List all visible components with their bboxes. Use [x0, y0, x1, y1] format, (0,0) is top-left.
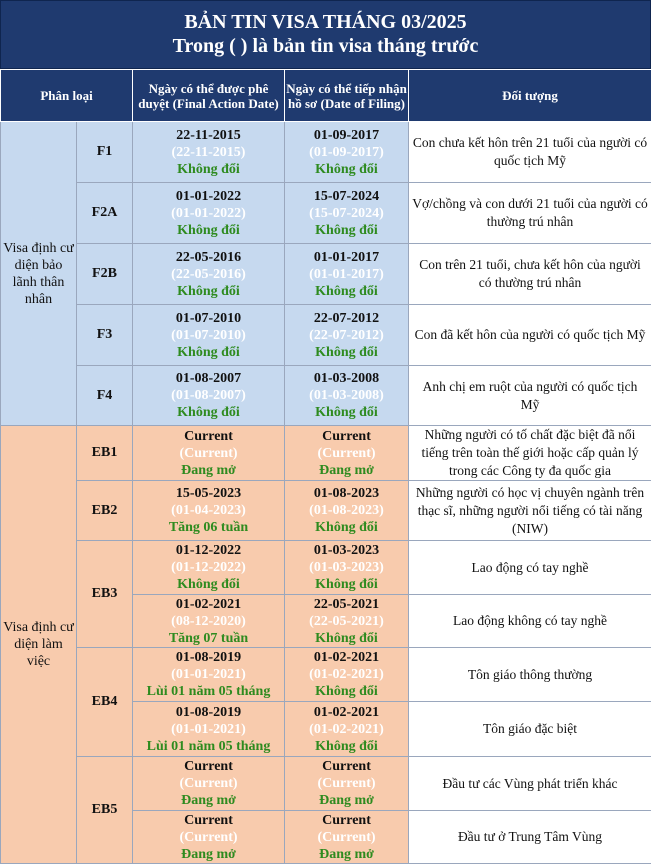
fa-change: Đang mở [133, 846, 284, 863]
df-previous-date: (01-01-2017) [285, 266, 408, 283]
table-row [1, 481, 651, 541]
df-previous-date: (22-07-2012) [285, 327, 408, 344]
df-change: Không đổi [285, 161, 408, 178]
visa-bulletin-table [0, 69, 651, 864]
df-cell [285, 122, 409, 183]
visa-code: F2A [77, 183, 133, 244]
fa-change: Không đổi [133, 576, 284, 593]
fa-cell [133, 244, 285, 305]
header-category: Phân loại [1, 70, 133, 122]
header-final-action-date: Ngày có thể được phê duyệt (Final Action Date) [133, 70, 285, 122]
fa-previous-date: (22-11-2015) [133, 144, 284, 161]
df-change: Không đổi [285, 738, 408, 755]
fa-change: Không đổi [133, 404, 284, 421]
fa-previous-date: (22-05-2016) [133, 266, 284, 283]
df-date: Current [285, 758, 408, 775]
df-cell [285, 366, 409, 426]
fa-change: Tăng 07 tuần [133, 630, 284, 647]
fa-date: 01-07-2010 [133, 310, 284, 327]
df-previous-date: (Current) [285, 829, 408, 846]
fa-previous-date: (01-07-2010) [133, 327, 284, 344]
bulletin-title [0, 0, 651, 69]
fa-cell [133, 366, 285, 426]
fa-cell [133, 122, 285, 183]
df-change: Đang mở [285, 462, 408, 479]
fa-previous-date: (01-01-2021) [133, 666, 284, 683]
fa-cell [133, 595, 285, 648]
visa-code: EB4 [77, 648, 133, 757]
subject-description: Đầu tư ở Trung Tâm Vùng [409, 811, 651, 864]
fa-previous-date: (01-12-2022) [133, 559, 284, 576]
df-date: 01-03-2023 [285, 542, 408, 559]
df-cell [285, 305, 409, 366]
fa-change: Tăng 06 tuần [133, 519, 284, 536]
table-row [1, 426, 651, 481]
fa-change: Đang mở [133, 462, 284, 479]
fa-change: Không đổi [133, 161, 284, 178]
fa-date: 01-08-2007 [133, 370, 284, 387]
fa-cell [133, 426, 285, 481]
subject-description: Vợ/chồng và con dưới 21 tuổi của người có thường trú nhân [409, 183, 651, 244]
df-date: 22-07-2012 [285, 310, 408, 327]
df-date: Current [285, 428, 408, 445]
df-cell [285, 541, 409, 595]
df-previous-date: (15-07-2024) [285, 205, 408, 222]
fa-change: Lùi 01 năm 05 tháng [133, 738, 284, 755]
df-previous-date: (01-03-2008) [285, 387, 408, 404]
header-row [1, 70, 651, 122]
df-cell [285, 811, 409, 864]
table-row [1, 244, 651, 305]
fa-previous-date: (08-12-2020) [133, 613, 284, 630]
df-change: Không đổi [285, 222, 408, 239]
group-label [1, 122, 77, 426]
table-row [1, 757, 651, 811]
df-change: Không đổi [285, 683, 408, 700]
df-date: 01-08-2023 [285, 485, 408, 502]
fa-change: Không đổi [133, 222, 284, 239]
table-row [1, 366, 651, 426]
fa-date: 01-02-2021 [133, 596, 284, 613]
fa-date: Current [133, 758, 284, 775]
fa-date: 01-01-2022 [133, 188, 284, 205]
visa-code: F1 [77, 122, 133, 183]
fa-previous-date: (01-04-2023) [133, 502, 284, 519]
visa-code: EB3 [77, 541, 133, 648]
df-cell [285, 595, 409, 648]
df-change: Đang mở [285, 846, 408, 863]
fa-cell [133, 305, 285, 366]
df-date: 01-09-2017 [285, 127, 408, 144]
df-previous-date: (Current) [285, 445, 408, 462]
fa-date: 22-05-2016 [133, 249, 284, 266]
df-date: 15-07-2024 [285, 188, 408, 205]
group-label-text: Visa định cư diện bảo lãnh thân nhân [1, 240, 76, 308]
fa-previous-date: (Current) [133, 829, 284, 846]
df-cell [285, 426, 409, 481]
fa-previous-date: (Current) [133, 445, 284, 462]
fa-cell [133, 811, 285, 864]
df-cell [285, 481, 409, 541]
df-cell [285, 702, 409, 757]
subject-description: Lao động không có tay nghề [409, 595, 651, 648]
df-change: Không đổi [285, 344, 408, 361]
df-date: 01-01-2017 [285, 249, 408, 266]
df-change: Không đổi [285, 519, 408, 536]
df-previous-date: (01-09-2017) [285, 144, 408, 161]
table-row [1, 648, 651, 702]
df-date: 01-03-2008 [285, 370, 408, 387]
df-previous-date: (01-02-2021) [285, 666, 408, 683]
df-date: 01-02-2021 [285, 649, 408, 666]
table-row [1, 122, 651, 183]
title-line-1: BẢN TIN VISA THÁNG 03/2025 [1, 1, 650, 34]
title-line-2: Trong ( ) là bản tin visa tháng trước [1, 34, 650, 58]
visa-code: F2B [77, 244, 133, 305]
fa-change: Không đổi [133, 344, 284, 361]
subject-description: Con trên 21 tuổi, chưa kết hôn của người có thường trú nhân [409, 244, 651, 305]
fa-date: 01-08-2019 [133, 649, 284, 666]
subject-description: Con đã kết hôn của người có quốc tịch Mỹ [409, 305, 651, 366]
subject-description: Những người có học vị chuyên ngành trên thạc sĩ, những người nổi tiếng có tài năng (NIW) [409, 481, 651, 541]
subject-description: Anh chị em ruột của người có quốc tịch Mỹ [409, 366, 651, 426]
fa-previous-date: (01-01-2022) [133, 205, 284, 222]
df-change: Không đổi [285, 576, 408, 593]
fa-date: 01-08-2019 [133, 704, 284, 721]
visa-code: F3 [77, 305, 133, 366]
visa-code: EB2 [77, 481, 133, 541]
df-change: Không đổi [285, 283, 408, 300]
fa-date: 01-12-2022 [133, 542, 284, 559]
group-label-text: Visa định cư diện làm việc [1, 619, 76, 670]
fa-previous-date: (Current) [133, 775, 284, 792]
fa-change: Lùi 01 năm 05 tháng [133, 683, 284, 700]
fa-previous-date: (01-01-2021) [133, 721, 284, 738]
df-cell [285, 183, 409, 244]
visa-code: F4 [77, 366, 133, 426]
df-change: Không đổi [285, 630, 408, 647]
fa-date: 15-05-2023 [133, 485, 284, 502]
df-previous-date: (22-05-2021) [285, 613, 408, 630]
df-change: Không đổi [285, 404, 408, 421]
subject-description: Con chưa kết hôn trên 21 tuổi của người có quốc tịch Mỹ [409, 122, 651, 183]
subject-description: Đầu tư các Vùng phát triển khác [409, 757, 651, 811]
df-cell [285, 757, 409, 811]
group-label [1, 426, 77, 864]
fa-date: 22-11-2015 [133, 127, 284, 144]
fa-date: Current [133, 428, 284, 445]
fa-previous-date: (01-08-2007) [133, 387, 284, 404]
subject-description: Tôn giáo thông thường [409, 648, 651, 702]
fa-cell [133, 183, 285, 244]
df-cell [285, 244, 409, 305]
table-row [1, 541, 651, 595]
df-previous-date: (Current) [285, 775, 408, 792]
df-previous-date: (01-08-2023) [285, 502, 408, 519]
subject-description: Tôn giáo đặc biệt [409, 702, 651, 757]
header-date-of-filing: Ngày có thể tiếp nhận hồ sơ (Date of Filing) [285, 70, 409, 122]
df-date: 01-02-2021 [285, 704, 408, 721]
fa-cell [133, 702, 285, 757]
subject-description: Lao động có tay nghề [409, 541, 651, 595]
fa-cell [133, 481, 285, 541]
df-date: Current [285, 812, 408, 829]
fa-change: Đang mở [133, 792, 284, 809]
fa-cell [133, 541, 285, 595]
df-cell [285, 648, 409, 702]
fa-change: Không đổi [133, 283, 284, 300]
visa-code: EB5 [77, 757, 133, 864]
fa-cell [133, 757, 285, 811]
df-previous-date: (01-02-2021) [285, 721, 408, 738]
table-row [1, 183, 651, 244]
df-change: Đang mở [285, 792, 408, 809]
df-date: 22-05-2021 [285, 596, 408, 613]
visa-code: EB1 [77, 426, 133, 481]
header-subject: Đối tượng [409, 70, 651, 122]
table-row [1, 305, 651, 366]
fa-cell [133, 648, 285, 702]
df-previous-date: (01-03-2023) [285, 559, 408, 576]
subject-description: Những người có tố chất đặc biệt đã nổi tiếng trên toàn thế giới hoặc cấp quản lý trong các Công ty đa quốc gia [409, 426, 651, 481]
fa-date: Current [133, 812, 284, 829]
